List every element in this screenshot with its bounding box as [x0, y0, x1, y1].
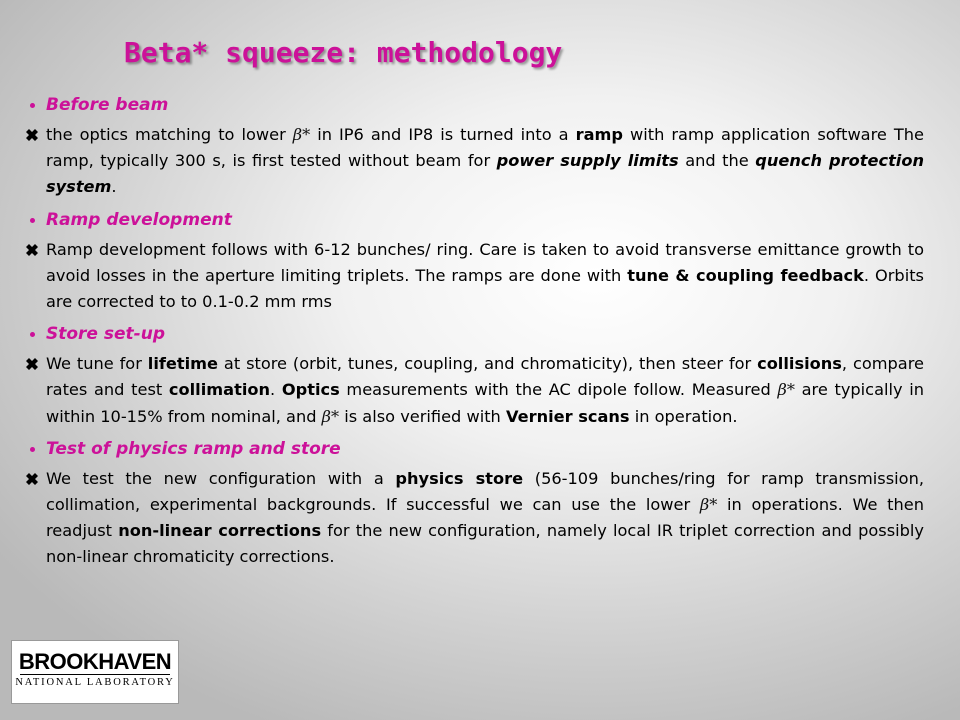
text: . Orbits are corrected to to 0.1-0.2 mm rms	[46, 265, 924, 312]
emphasis: power supply limits	[496, 151, 679, 171]
section-paragraph	[26, 351, 924, 430]
beta-star-symbol: β*	[321, 406, 340, 426]
diamond-bullet-icon	[26, 473, 38, 485]
section-heading	[26, 94, 924, 116]
text: for the new configuration, namely local IR triplet correction and possibly non-linear chromaticity corrections.	[46, 521, 924, 567]
beta-star-symbol: β*	[292, 125, 311, 144]
dot-bullet-icon	[30, 447, 35, 452]
text: We test the new configuration with a	[46, 468, 396, 488]
text: is also verified with	[339, 406, 506, 426]
text: (56-109 bunches/ring for ramp transmission, collimation, experimental backgrounds. If successful we can use the lower	[46, 468, 924, 515]
slide-title: Beta* squeeze: methodology	[124, 36, 563, 69]
section-ramp-development	[26, 209, 924, 316]
emphasis: quench protection system	[46, 151, 924, 197]
heading-text: Test of physics ramp and store	[46, 438, 341, 459]
text: in IP6 and IP8 is turned into a	[310, 125, 576, 144]
dot-bullet-icon	[30, 332, 35, 337]
emphasis: physics store	[395, 468, 524, 488]
diamond-bullet-icon	[26, 244, 38, 256]
dot-bullet-icon	[30, 103, 35, 108]
text: at store (orbit, tunes, coupling, and chromaticity), then steer for	[218, 354, 758, 374]
text: We tune for	[46, 354, 148, 374]
text: in operations. We then readjust	[46, 495, 924, 541]
section-store-setup	[26, 323, 924, 430]
text: .	[111, 177, 117, 197]
slide-content	[26, 94, 924, 579]
logo-subtitle: NATIONAL LABORATORY	[15, 677, 175, 688]
diamond-bullet-icon	[26, 129, 38, 141]
logo-divider	[20, 674, 170, 675]
beta-star-symbol: β*	[777, 380, 795, 400]
emphasis: ramp	[575, 125, 623, 144]
emphasis: tune & coupling feedback	[627, 265, 864, 285]
section-heading	[26, 323, 924, 345]
dot-bullet-icon	[30, 218, 35, 223]
section-test-physics-ramp	[26, 438, 924, 571]
section-paragraph	[26, 466, 924, 571]
heading-text: Before beam	[46, 95, 169, 115]
text: measurements with the AC dipole follow. Measured	[339, 380, 778, 400]
emphasis: non-linear corrections	[118, 521, 322, 541]
text: are typically in within 10-15% from nominal, and	[46, 380, 925, 426]
section-paragraph	[26, 237, 924, 316]
brookhaven-logo	[11, 640, 179, 704]
emphasis: collimation	[168, 380, 271, 400]
heading-text: Ramp development	[46, 209, 232, 230]
emphasis: Optics	[281, 380, 340, 400]
emphasis: Vernier scans	[505, 406, 630, 426]
section-before-beam	[26, 94, 924, 201]
text: .	[270, 380, 282, 400]
emphasis: collisions	[757, 354, 842, 374]
diamond-bullet-icon	[26, 358, 38, 370]
text: the optics matching to lower	[46, 125, 293, 144]
logo-wordmark: BROOKHAVEN	[18, 649, 172, 674]
text: and the	[678, 151, 756, 171]
beta-star-symbol: β*	[699, 495, 718, 515]
section-paragraph	[26, 122, 924, 201]
text: , compare rates and test	[46, 354, 924, 400]
emphasis: lifetime	[147, 354, 219, 374]
section-heading	[26, 438, 924, 460]
text: Ramp development follows with 6-12 bunches/ ring. Care is taken to avoid transverse emittance growth to avoid losses in the aperture limiting triplets. The ramps are done with	[46, 239, 924, 285]
text: with ramp application software The ramp, typically 300 s, is first tested without beam for	[46, 125, 924, 171]
heading-text: Store set-up	[46, 324, 165, 345]
text: in operation.	[629, 406, 738, 426]
section-heading	[26, 209, 924, 231]
